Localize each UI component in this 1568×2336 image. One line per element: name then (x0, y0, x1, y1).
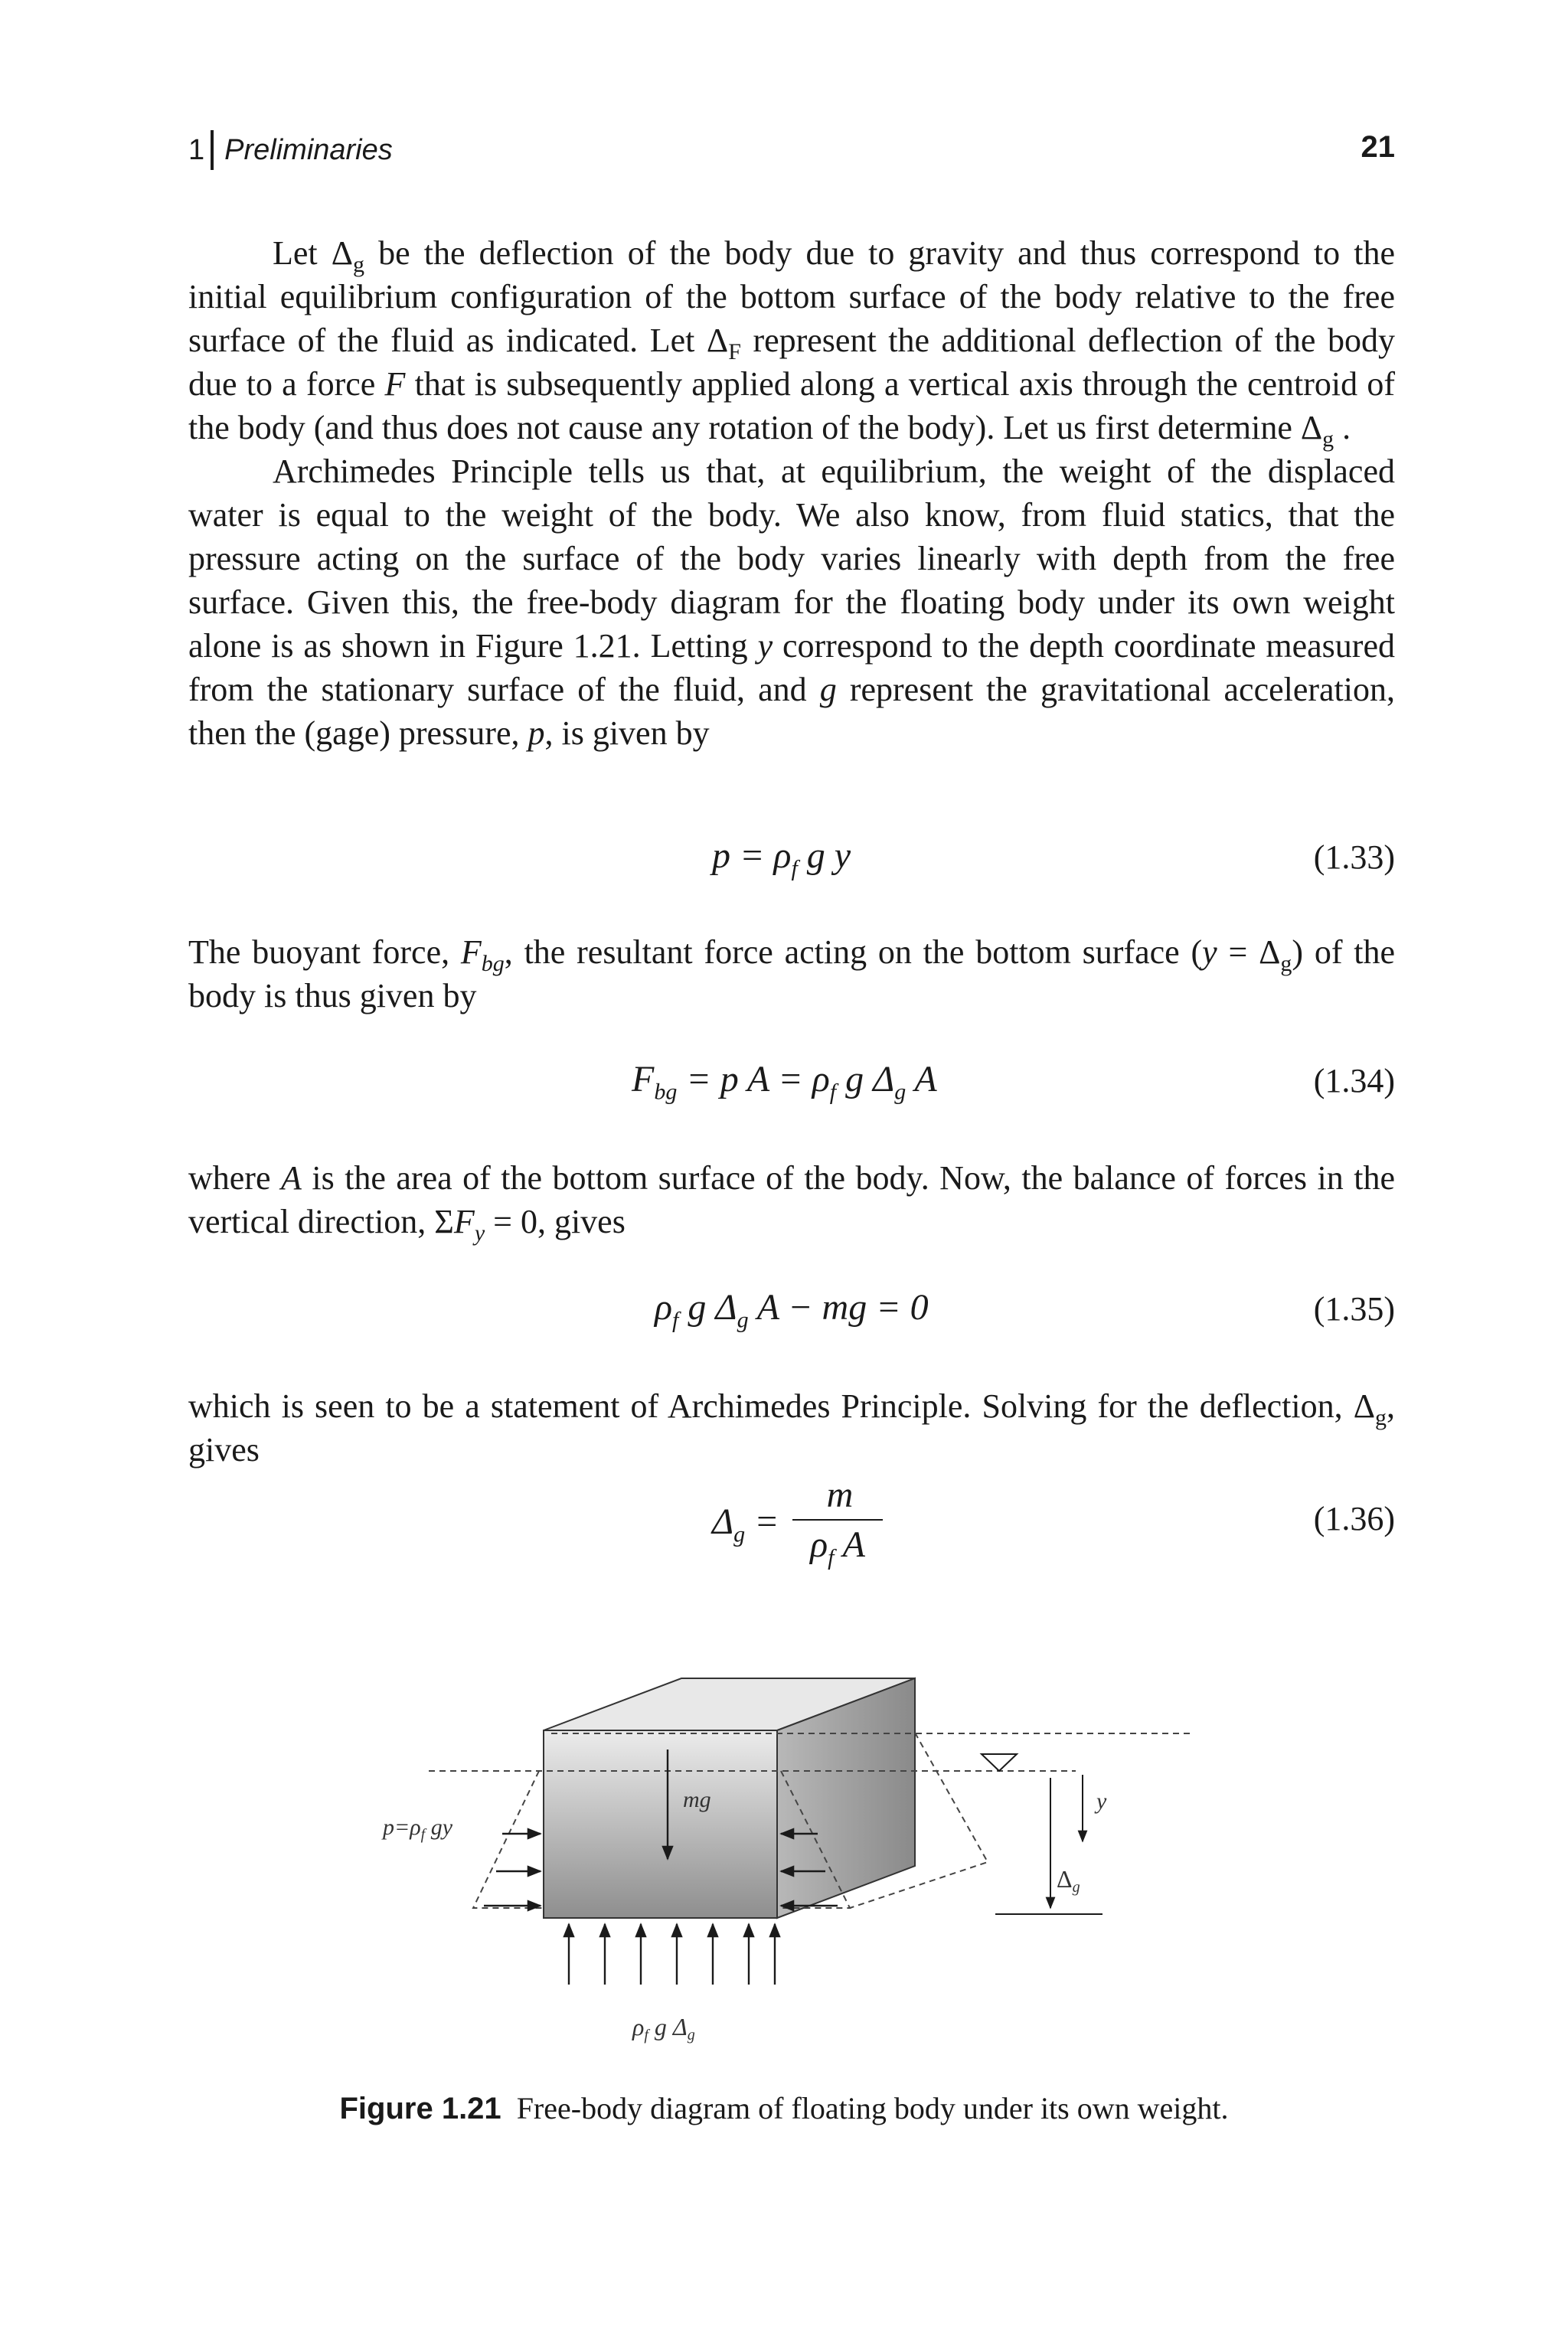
equation-number: (1.36) (1313, 1500, 1395, 1537)
block (544, 1678, 915, 1918)
equation-number: (1.33) (1313, 838, 1395, 876)
block-front-face (544, 1730, 777, 1918)
pressure-label: $p=\rho_f$ gy (383, 1815, 453, 1843)
weight-label: mg (683, 1787, 711, 1812)
equation-1-34: $F_{bg} = p$ $A = \rho_f$ g $\Delta_g$ A (632, 1059, 937, 1105)
depth-label: y (1096, 1789, 1107, 1814)
equation-number: (1.34) (1313, 1062, 1395, 1099)
fraction-numerator: m (826, 1475, 854, 1515)
chapter-number: 1 (188, 133, 205, 166)
buoyancy-label: ρf g Δg (632, 2013, 695, 2044)
caption-text: Free-body diagram of floating body under its own weight. (516, 2091, 1229, 2125)
fraction-denominator: $\rho_f$ A (810, 1524, 865, 1570)
buoyancy-arrows (569, 1924, 775, 1985)
paragraph: where A is the area of the bottom surface of the body. Now, the balance of forces in the vertical direction, $\Sigma F_y = 0$, gives (188, 1159, 1395, 1246)
figure-caption (0, 2090, 1568, 2126)
page-number: 21 (1361, 130, 1395, 164)
free-surface-triangle-icon (982, 1754, 1017, 1771)
figure-label: Figure 1.21 (339, 2092, 501, 2125)
depth-indicator (982, 1754, 1102, 1914)
deflection-label: Δg (1057, 1865, 1080, 1896)
equation-1-35: $\rho_f$ g $\Delta_g$ A − mg = 0 (655, 1287, 929, 1333)
equation-1-33: $p = \rho_f$ g y (712, 835, 851, 881)
equation-number: (1.35) (1313, 1290, 1395, 1328)
paragraph: which is seen to be a statement of Archimedes Principle. Solving for the deflection, $\Delta_g$, gives (188, 1387, 1395, 1469)
paragraph: The buoyant force, $F_{bg}$, the resultant force acting on the bottom surface $(y = \Delta_g)$ of the body is thus given by (188, 933, 1396, 1014)
paragraph: Archimedes Principle tells us that, at equilibrium, the weight of the displaced water is equal to the weight of the body. We also know, from fluid statics, that the pressure acting on the surface of the body varies linearly with depth from the free surface. Given this, the free-body diagram for the floating body under its own weight alone is as shown in Figure 1.21. Letting y correspond to the depth coordinate measured from the stationary surface of the fluid, and g represent the gravitational acceleration, then the (gage) pressure, p, is given by (188, 452, 1396, 752)
paragraph: Let $\Delta_g$ be the deflection of the body due to gravity and thus correspond to the initial equilibrium configuration of the bottom surface of the body relative to the free surface of the fluid as indicated. Let $\Delta_F$ represent the additional deflection of the body due to a force F that is subsequently applied along a vertical axis through the centroid of the body (and thus does not cause any rotation of the body). Let us first determine $\Delta_g$ . (188, 234, 1395, 452)
left-pressure-profile (473, 1771, 544, 1908)
chapter-title: Preliminaries (224, 133, 393, 166)
equation-lhs: $\Delta_g$ = (712, 1501, 779, 1547)
